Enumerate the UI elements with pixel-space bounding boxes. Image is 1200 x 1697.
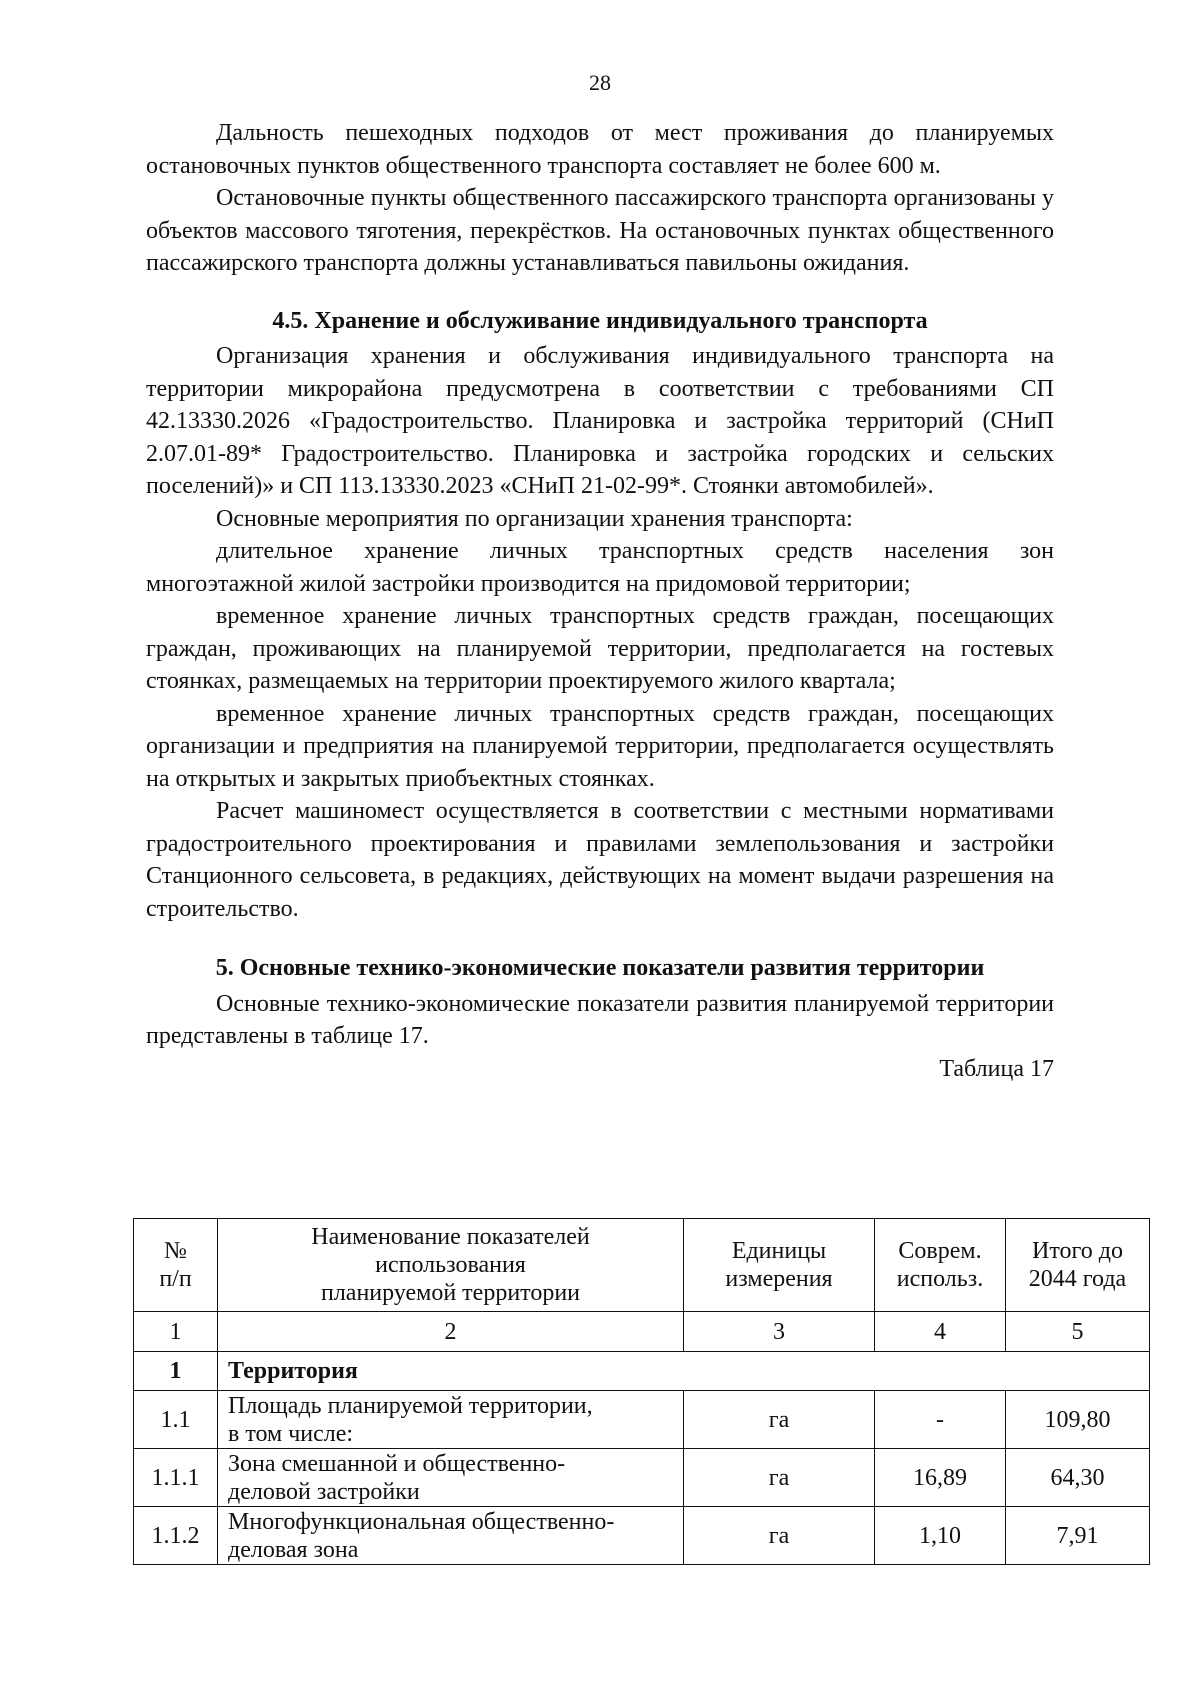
row-current: 16,89: [875, 1449, 1006, 1507]
row-num: 1.1: [134, 1391, 218, 1449]
header-total: Итого до 2044 года: [1006, 1219, 1150, 1312]
paragraph: Основные мероприятия по организации хранения транспорта:: [216, 505, 853, 532]
row-name: Площадь планируемой территории, в том числе:: [218, 1391, 684, 1449]
paragraph: временное хранение личных транспортных средств граждан, посещающих организации и предприятия на планируемой территории, предполагается осуществлять на открытых и закрытых приобъектных стоянках.: [146, 700, 1054, 792]
column-number: 4: [875, 1312, 1006, 1352]
row-total: 7,91: [1006, 1507, 1150, 1565]
row-unit: га: [684, 1449, 875, 1507]
paragraph: длительное хранение личных транспортных средств населения зон многоэтажной жилой застройки производится на придомовой территории;: [146, 538, 1054, 597]
paragraph: временное хранение личных транспортных средств граждан, посещающих граждан, проживающих на планируемой территории, предполагается на гостевых стоянках, размещаемых на территории проектируемого жилого квартала;: [146, 603, 1054, 694]
table-header-row: [134, 1219, 1150, 1312]
column-number: 3: [684, 1312, 875, 1352]
row-name: Многофункциональная общественно- деловая зона: [218, 1507, 684, 1565]
table-section-row: [134, 1352, 1150, 1391]
section-name: Территория: [218, 1352, 1150, 1391]
indicators-table: [133, 1218, 1150, 1565]
header-name: Наименование показателей использования планируемой территории: [218, 1219, 684, 1312]
column-number-row: [134, 1312, 1150, 1352]
row-total: 109,80: [1006, 1391, 1150, 1449]
section-heading-5: 5. Основные технико-экономические показатели развития территории: [215, 955, 985, 981]
row-total: 64,30: [1006, 1449, 1150, 1507]
header-num: № п/п: [134, 1219, 218, 1312]
paragraph: Расчет машиномест осуществляется в соответствии с местными нормативами градостроительного проектирования и правилами землепользования и застройки Станционного сельсовета, в редакциях, действующих на момент выдачи разрешения на строительство.: [146, 798, 1054, 922]
document-body: [146, 117, 1054, 1085]
table-caption: Таблица 17: [939, 1055, 1054, 1082]
paragraph: Организация хранения и обслуживания индивидуального транспорта на территории микрорайона предусмотрена в соответствии с требованиями СП 42.13330.2026 «Градостроительство. Планировка и застройка территорий (СНиП 2.07.01-89* Градостроительство. Планировка и застройка городских и сельских поселений)» и СП 113.13330.2023 «СНиП 21-02-99*. Стоянки автомобилей».: [146, 343, 1054, 499]
row-current: -: [875, 1391, 1006, 1449]
column-number: 5: [1006, 1312, 1150, 1352]
paragraph: Основные технико-экономические показатели развития планируемой территории представлены в таблице 17.: [146, 990, 1054, 1049]
section-num: 1: [134, 1352, 218, 1391]
section-heading-4-5: 4.5. Хранение и обслуживание индивидуального транспорта: [272, 307, 928, 334]
row-num: 1.1.2: [134, 1507, 218, 1565]
paragraph: Остановочные пункты общественного пассажирского транспорта организованы у объектов массового тяготения, перекрёстков. На остановочных пунктах общественного пассажирского транспорта должны устанавливаться павильоны ожидания.: [146, 185, 1054, 276]
column-number: 1: [134, 1312, 218, 1352]
row-unit: га: [684, 1507, 875, 1565]
table-row: [134, 1449, 1150, 1507]
row-unit: га: [684, 1391, 875, 1449]
page-number: 28: [589, 70, 611, 95]
header-current: Соврем. использ.: [875, 1219, 1006, 1312]
row-num: 1.1.1: [134, 1449, 218, 1507]
row-current: 1,10: [875, 1507, 1006, 1565]
row-name: Зона смешанной и общественно- деловой застройки: [218, 1449, 684, 1507]
table-row: [134, 1507, 1150, 1565]
table-row: [134, 1391, 1150, 1449]
header-unit: Единицы измерения: [684, 1219, 875, 1312]
column-number: 2: [218, 1312, 684, 1352]
paragraph: Дальность пешеходных подходов от мест проживания до планируемых остановочных пунктов общественного транспорта составляет не более 600 м.: [146, 120, 1054, 179]
